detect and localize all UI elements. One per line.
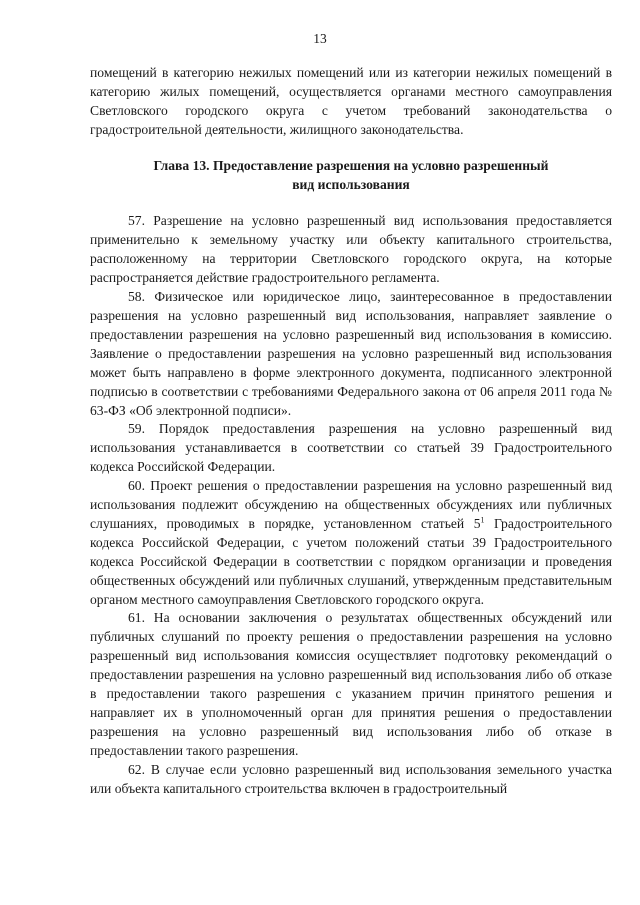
paragraph-62 <box>90 761 612 799</box>
paragraph-number: 59. <box>128 421 145 437</box>
paragraph-text: Разрешение на условно разрешенный вид использования предоставляется применительно к земельному участку или объекту капитального строительства, расположенному на территории Светловского городского округа, на которые распространяется действие градостроительного регламента. <box>90 213 612 286</box>
page-number: 13 <box>313 31 327 46</box>
paragraph-text-part-1: Проект решения о предоставлении разрешения на условно разрешенный вид использования подлежит обсуждению на общественных обсуждениях или публичных слушаниях, проводимых в порядке, установленном статьей 5 <box>90 478 612 531</box>
paragraph-number: 60. <box>128 478 145 494</box>
paragraph-number: 62. <box>128 761 145 777</box>
paragraph-61 <box>90 609 612 760</box>
paragraph-58 <box>90 288 612 420</box>
paragraph-57 <box>90 212 612 288</box>
chapter-title-line-1: Глава 13. Предоставление разрешения на условно разрешенный <box>153 157 549 173</box>
paragraph-text-part-2: Градостроительного кодекса Российской Федерации, с учетом положений статьи 39 Градостроительного кодекса Российской Федерации в соответствии с порядком организации и проведения общественных обсуждений или публичных слушаний, утвержденным представительным органом местного самоуправления Светловского городского округа. <box>90 515 612 607</box>
paragraph-text: Порядок предоставления разрешения на условно разрешенный вид использования устанавливается в соответствии со статьей 39 Градостроительного кодекса Российской Федерации. <box>90 421 612 475</box>
paragraph-60 <box>90 477 612 609</box>
superscript: 1 <box>480 515 485 525</box>
chapter-title <box>90 157 612 195</box>
paragraph-text: Физическое или юридическое лицо, заинтересованное в предоставлении разрешения на условно разрешенный вид использования, направляет заявление о предоставлении разрешения на условно разрешенный вид использования в комиссию. Заявление о предоставлении разрешения на условно разрешенный вид использования может быть направлено в форме электронного документа, подписанного электронной подписью в соответствии с требованиями Федерального закона от 06 апреля 2011 года № 63-ФЗ «Об электронной подписи». <box>90 289 612 418</box>
document-body <box>90 64 612 799</box>
paragraph-text: На основании заключения о результатах общественных обсуждений или публичных слушаний по проекту решения о предоставлении разрешения на условно разрешенный вид использования комиссия осуществляет подготовку рекомендаций о предоставлении разрешения на условно разрешенный вид использования либо об отказе в предоставлении такого разрешения с указанием причин принятого решения и направляет их в уполномоченный орган для принятия решения о предоставлении разрешения на условно разрешенный вид использования либо об отказе в предоставлении такого разрешения. <box>90 610 612 758</box>
chapter-title-line-2: вид использования <box>292 176 410 192</box>
paragraph-number: 58. <box>128 289 145 305</box>
paragraph-number: 57. <box>128 213 145 229</box>
paragraph-text: В случае если условно разрешенный вид использования земельного участка или объекта капитального строительства включен в градостроительный <box>90 761 612 796</box>
intro-paragraph: помещений в категорию нежилых помещений или из категории нежилых помещений в категорию жилых помещений, осуществляется органами местного самоуправления Светловского городского округа с учетом требований законодательства о градостроительной деятельности, жилищного законодательства. <box>90 65 612 137</box>
paragraph-number: 61. <box>128 610 145 626</box>
paragraph-59 <box>90 420 612 477</box>
